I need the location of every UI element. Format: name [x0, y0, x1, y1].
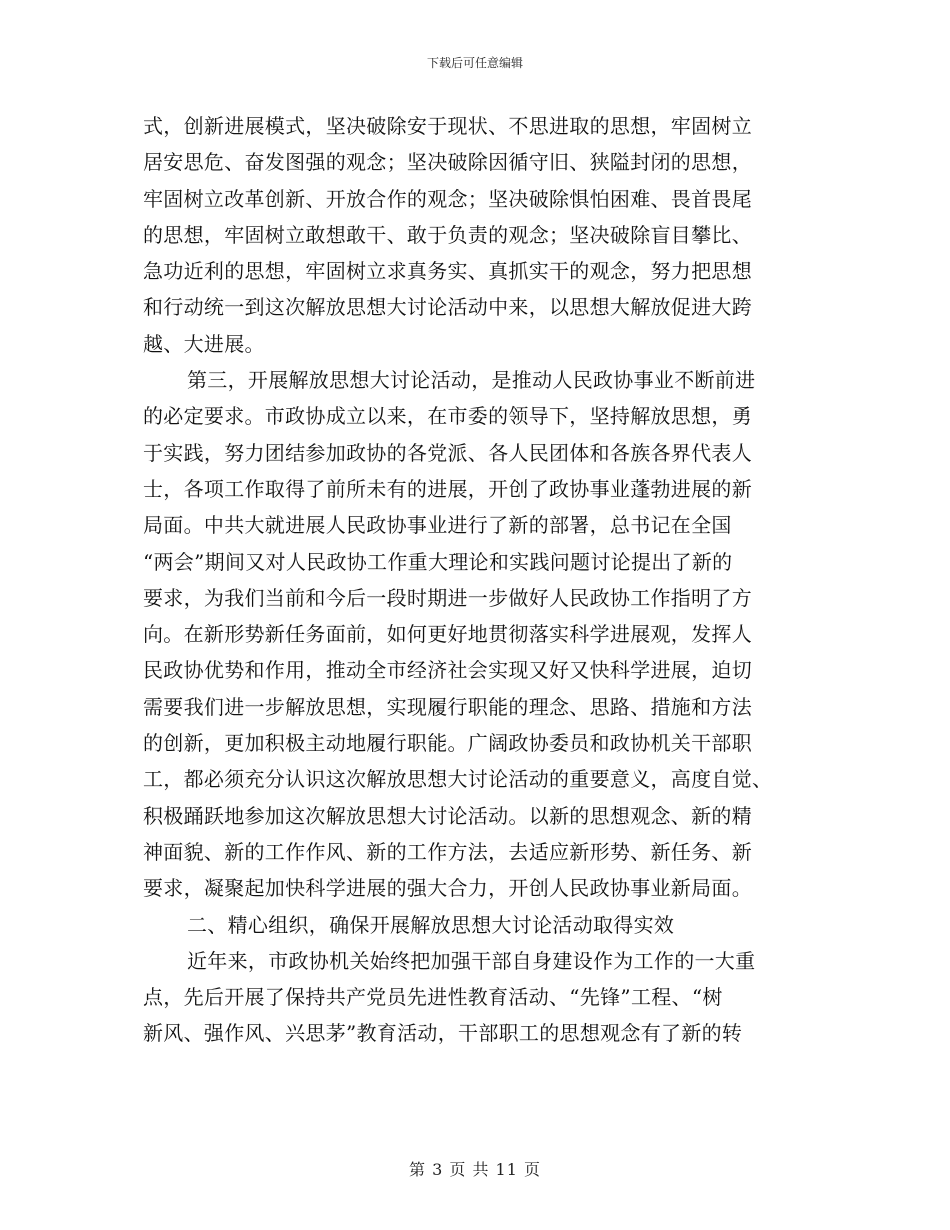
- text-line: 工，都必须充分认识这次解放思想大讨论活动的重要意义，高度自觉、: [143, 767, 773, 792]
- text-line: 和行动统一到这次解放思想大讨论活动中来，以思想大解放促进大跨: [143, 295, 752, 320]
- section-heading: 二、精心组织，确保开展解放思想大讨论活动取得实效: [187, 912, 675, 937]
- text-line: 士，各项工作取得了前所未有的进展，开创了政协事业蓬勃进展的新: [143, 476, 752, 501]
- text-line: 要求，为我们当前和今后一段时期进一步做好人民政协工作指明了方: [143, 585, 752, 610]
- text-line: 的创新，更加积极主动地履行职能。广阔政协委员和政协机关干部职: [143, 731, 752, 756]
- text-line: 新风、强作风、兴思茅”教育活动，干部职工的思想观念有了新的转: [143, 1021, 743, 1046]
- text-line: 居安思危、奋发图强的观念；坚决破除因循守旧、狭隘封闭的思想，: [143, 150, 752, 175]
- text-line: 点，先后开展了保持共产党员先进性教育活动、“先锋”工程、“树: [143, 985, 723, 1010]
- paragraph-start-line: 近年来，市政协机关始终把加强干部自身建设作为工作的一大重: [187, 948, 756, 973]
- text-line: 的思想，牢固树立敢想敢干、敢于负责的观念；坚决破除盲目攀比、: [143, 222, 752, 247]
- text-line: 牢固树立改革创新、开放合作的观念；坚决破除惧怕困难、畏首畏尾: [143, 186, 752, 211]
- text-line: “两会”期间又对人民政协工作重大理论和实践问题讨论提出了新的: [143, 549, 733, 574]
- text-line: 的必定要求。市政协成立以来，在市委的领导下，坚持解放思想，勇: [143, 404, 752, 429]
- text-line: 急功近利的思想，牢固树立求真务实、真抓实干的观念，努力把思想: [143, 259, 752, 284]
- text-line: 民政协优势和作用，推动全市经济社会实现又好又快科学进展，迫切: [143, 658, 752, 683]
- paragraph-start-line: 第三，开展解放思想大讨论活动，是推动人民政协事业不断前进: [187, 368, 756, 393]
- page-header: 下载后可任意编辑: [426, 56, 523, 70]
- text-line: 需要我们进一步解放思想，实现履行职能的理念、思路、措施和方法: [143, 694, 752, 719]
- page-number-footer: 第 3 页 共 11 页: [409, 1160, 541, 1179]
- text-line: 要求，凝聚起加快科学进展的强大合力，开创人民政协事业新局面。: [143, 876, 752, 901]
- text-line: 式，创新进展模式，坚决破除安于现状、不思进取的思想，牢固树立: [143, 114, 752, 138]
- text-line: 局面。中共大就进展人民政协事业进行了新的部署，总书记在全国: [143, 513, 732, 538]
- text-line: 越、大进展。: [143, 331, 265, 356]
- text-line: 积极踊跃地参加这次解放思想大讨论活动。以新的思想观念、新的精: [143, 803, 752, 828]
- document-body: [143, 108, 809, 1052]
- text-line: 神面貌、新的工作作风、新的工作方法，去适应新形势、新任务、新: [143, 839, 752, 864]
- text-line: 向。在新形势新任务面前，如何更好地贯彻落实科学进展观，发挥人: [143, 622, 752, 647]
- text-line: 于实践，努力团结参加政协的各党派、各人民团体和各族各界代表人: [143, 440, 752, 465]
